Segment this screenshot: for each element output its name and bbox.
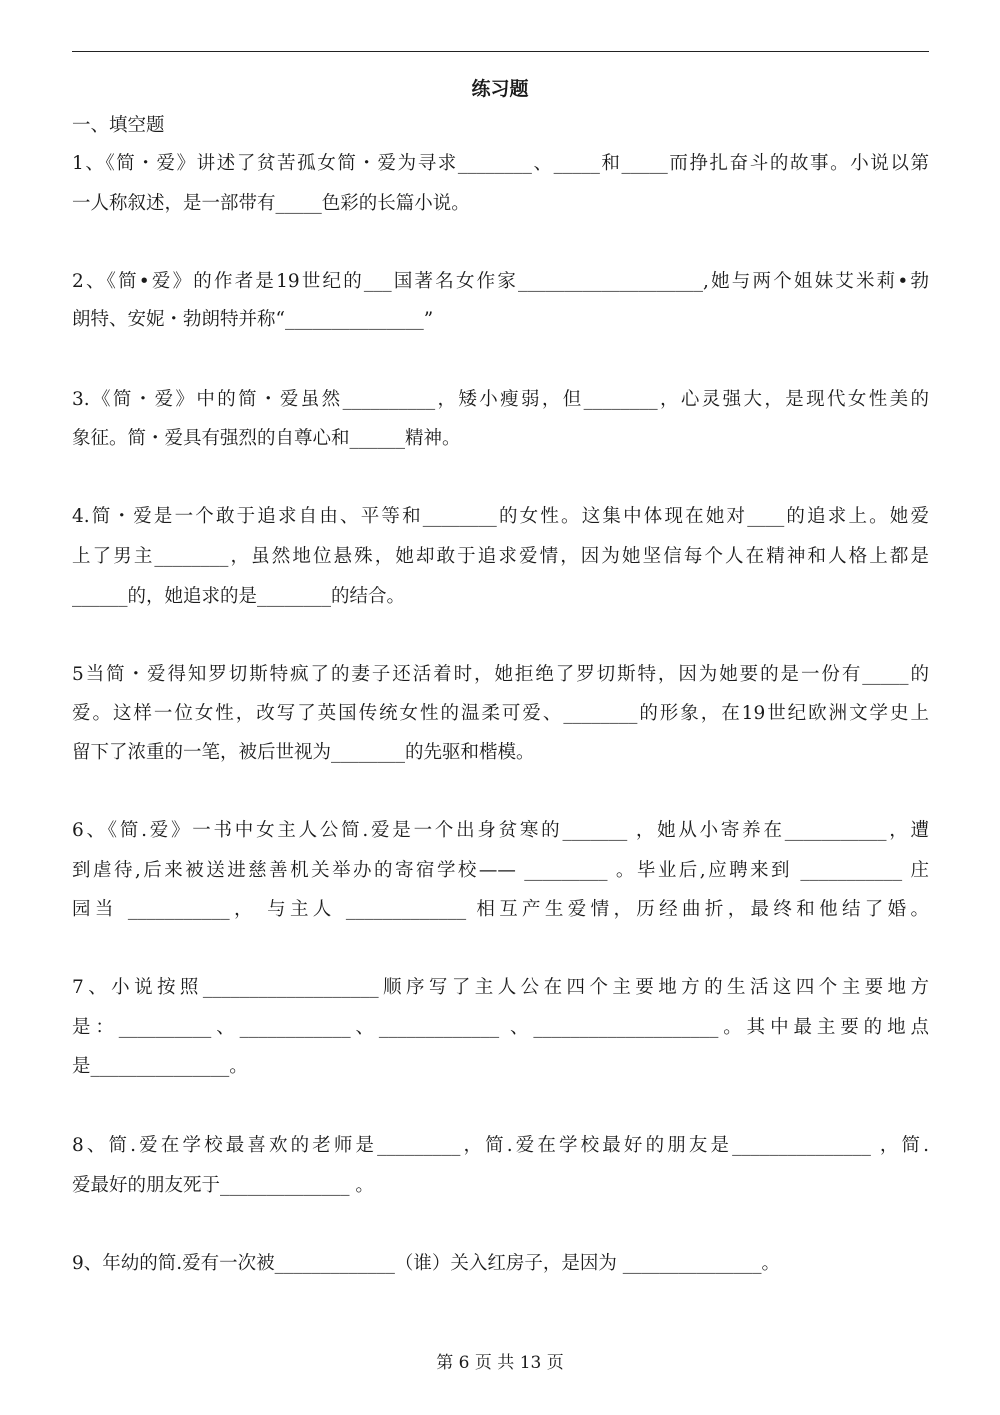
question-line: 留下了浓重的一笔，被后世视为________的先驱和楷模。 <box>72 742 535 763</box>
question-line: 到虐待,后来被送进慈善机关举办的寄宿学校—— _________ 。毕业后,应聘来到 ___________ 庄 <box>72 860 929 881</box>
question-line: 是：__________、____________、_____________ 、____________________。其中最主要的地点 <box>72 1017 929 1038</box>
header-rule <box>72 51 929 52</box>
question-line: 园当 ___________， 与主人 _____________ 相互产生爱情，历经曲折，最终和他结了婚。 <box>72 899 929 920</box>
question-line: 爱。这样一位女性，改写了英国传统女性的温柔可爱、________的形象，在19世纪欧洲文学史上 <box>72 703 929 724</box>
question-line: 2、《简•爱》的作者是19世纪的___国著名女作家____________________,她与两个姐妹艾米莉•勃 <box>72 271 929 292</box>
question-line: 是_______________。 <box>72 1056 248 1077</box>
question-line: 4.简・爱是一个敢于追求自由、平等和________的女性。这集中体现在她对____的追求上。她爱 <box>72 506 929 527</box>
question-line: 一人称叙述，是一部带有_____色彩的长篇小说。 <box>72 193 470 214</box>
question-line: 朗特、安妮・勃朗特并称“_______________” <box>72 309 434 330</box>
question-line: 象征。简・爱具有强烈的自尊心和______精神。 <box>72 428 461 449</box>
question-line: 8、简.爱在学校最喜欢的老师是_________，简.爱在学校最好的朋友是_______________ ，简. <box>72 1135 929 1156</box>
question-line: 爱最好的朋友死于______________ 。 <box>72 1175 374 1196</box>
question-line: 3.《简・爱》中的简・爱虽然__________，矮小瘦弱，但________，心灵强大，是现代女性美的 <box>72 389 929 410</box>
section-heading: 一、填空题 <box>72 115 165 136</box>
page-number: 第 6 页 共 13 页 <box>436 1353 564 1373</box>
question-line: 6、《简.爱》一书中女主人公简.爱是一个出身贫寒的_______ ，她从小寄养在___________，遭 <box>72 820 929 841</box>
question-line: 5当简・爱得知罗切斯特疯了的妻子还活着时，她拒绝了罗切斯特，因为她要的是一份有_____的 <box>72 664 929 685</box>
question-line: 7、小说按照___________________顺序写了主人公在四个主要地方的生活这四个主要地方 <box>72 977 929 998</box>
question-line: 9、年幼的简.爱有一次被_____________（谁）关入红房子，是因为 _______________。 <box>72 1253 781 1274</box>
question-line: 1、《简・爱》讲述了贫苦孤女简・爱为寻求________、_____和_____而挣扎奋斗的故事。小说以第 <box>72 153 929 174</box>
page-title: 练习题 <box>471 78 529 100</box>
question-line: ______的，她追求的是________的结合。 <box>72 586 406 607</box>
question-line: 上了男主________，虽然地位悬殊，她却敢于追求爱情，因为她坚信每个人在精神和人格上都是 <box>72 546 929 567</box>
